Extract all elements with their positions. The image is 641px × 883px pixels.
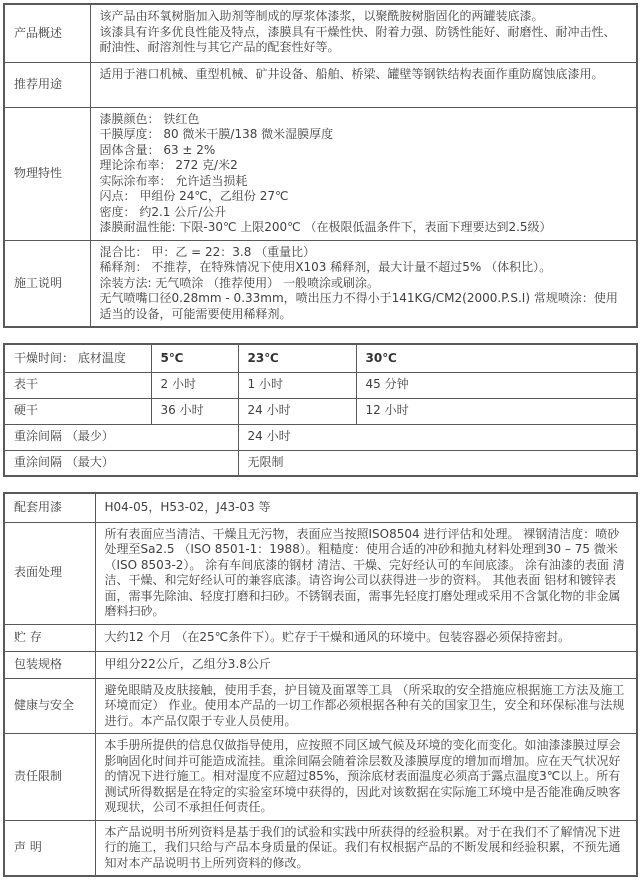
drying-header-row (4, 344, 637, 372)
paragraph: 涂装方法: 无气喷涂 （推荐使用） 一般喷涂或刷涂。 (99, 275, 379, 290)
drying-row-recoat-max (4, 450, 637, 476)
row-label: 声 明 (4, 820, 95, 876)
temp-header-23c: 23℃ (238, 344, 356, 372)
paragraph: 干膜厚度： 80 微米干膜/138 微米湿膜厚度 (99, 127, 334, 141)
info-row-packaging (4, 651, 637, 678)
info-table (3, 492, 638, 877)
paragraph: 混合比： 甲：乙 = 22：3.8 （重量比） (99, 244, 316, 259)
product-spec-table (3, 3, 638, 328)
value-cell: 无限制 (238, 450, 637, 476)
value-cell: 1 小时 (238, 372, 356, 398)
drying-row-recoat-min (4, 424, 637, 450)
row-content: H04-05，H53-02，J43-03 等 (95, 493, 637, 522)
row-content (90, 240, 637, 327)
drying-row-hard-dry (4, 398, 637, 424)
paragraph: 该产品由环氧树脂加入助剂等制成的厚浆体漆浆，以聚酰胺树脂固化的两罐装底漆。 (99, 9, 544, 23)
spec-row-physical-properties (4, 107, 637, 240)
info-row-compatible-paints (4, 493, 637, 522)
row-label: 表面处理 (4, 522, 95, 624)
paragraph: 理论涂布率： 272 克/米2 (99, 158, 238, 172)
value-cell: 36 小时 (151, 398, 238, 424)
info-row-liability-limitation (4, 734, 637, 821)
paragraph: 密度： 约2.1 公斤/公升 (99, 204, 227, 219)
row-content: 所有表面应当清洁、干燥且无污物，表面应当按照ISO8504 进行评估和处理。 裸钢清洁度：喷砂处理至Sa2.5 （ISO 8501-1：1988）。粗糙度：使用合适的冲砂和抛丸材料处理到30 – 75 微米 （ISO 8503-2）。 涂有车间底漆的钢材 清洁、干燥、完好经认可的车间底漆。 涂有油漆的表面 清洁、干燥、和完好经认可的兼容底漆。请咨询公司以获得进一步的资料。 其他表面 铝材和镀锌表面，需事先除油、轻度打磨和扫砂。不锈钢表面，需事先轻度打磨处理或采用不含氯化物的非金属磨料扫砂。 (95, 522, 637, 624)
paragraph: 稀释剂： 不推荐，在特殊情况下使用X103 稀释剂，最大计量不超过5% （体积比）。 (99, 260, 552, 274)
paragraph: 适用于港口机械、重型机械、矿井设备、船舶、桥梁、罐壁等钢铁结构表面作重防腐蚀底漆用。 (99, 66, 604, 81)
paragraph: 固体含量： 63 ± 2% (99, 142, 216, 157)
row-label: 重涂间隔 （最大） (4, 450, 238, 476)
info-row-storage (4, 624, 637, 651)
drying-header-label: 干燥时间： 底材温度 (4, 344, 151, 372)
value-cell: 24 小时 (238, 424, 637, 450)
spec-row-application-instructions (4, 240, 637, 327)
value-cell: 2 小时 (151, 372, 238, 398)
temp-header-30c: 30℃ (356, 344, 637, 372)
row-label: 重涂间隔 （最少） (4, 424, 238, 450)
row-label: 配套用漆 (4, 493, 95, 522)
paragraph: 该漆具有许多优良性能及特点，漆膜具有干燥性快、附着力强、防锈性能好、耐磨性、耐冲击性、耐油性、耐溶剂性与其它产品的配套性好等。 (99, 24, 616, 54)
row-content: 本手册所提供的信息仅做指导使用，应按照不同区域气候及环境的变化而变化。如油漆漆膜过厚会影响固化时间并可能造成流挂。重涂间隔会随着涂层数及漆膜厚度的增加而增加。应在天气状况好的情况下进行施工。相对湿度不应超过85%，预涂底材表面温度必须高于露点温度3℃以上。所有测试所得数据是在特定的实验室环境中获得的，因此对该数据在实际施工环境中是否能准确反映客观现状，公司不承担任何责任。 (95, 734, 637, 821)
row-label: 物理特性 (4, 107, 90, 240)
row-content (90, 107, 637, 240)
paragraph: 漆膜耐温性能: 下限-30℃ 上限200℃ （在极限低温条件下，表面下理要达到2.5级） (99, 220, 552, 234)
drying-row-touch-dry (4, 372, 637, 398)
row-label: 产品概述 (4, 4, 90, 62)
table-gap (3, 328, 638, 343)
paragraph: 漆膜颜色： 铁红色 (99, 111, 200, 126)
row-content: 甲组分22公斤，乙组分3.8公斤 (95, 651, 637, 678)
info-row-health-safety (4, 678, 637, 734)
row-label: 包装规格 (4, 651, 95, 678)
row-label: 施工说明 (4, 240, 90, 327)
row-content: 大约12 个月 （在25℃条件下）。贮存于干燥和通风的环境中。包装容器必须保持密封。 (95, 624, 637, 651)
spec-row-recommended-use (4, 62, 637, 107)
temp-header-5c: 5℃ (151, 344, 238, 372)
row-label: 表干 (4, 372, 151, 398)
spec-row-overview (4, 4, 637, 62)
row-label: 健康与安全 (4, 678, 95, 734)
drying-time-table (3, 343, 638, 477)
row-label: 贮 存 (4, 624, 95, 651)
paragraph: 无气喷嘴口径0.28mm - 0.33mm，喷出压力不得小于141KG/CM2(2000.P.S.I) 常规喷涂：使用适当的设备，可能需要使用稀释剂。 (99, 291, 618, 321)
row-content: 本产品说明书所列资料是基于我们的试验和实践中所获得的经验积累。对于在我们不了解情况下进行的施工，我们只给与产品本身质量的保证。我们有权根据产品的不断发展和经验积累，不预先通知对本产品说明书上所列资料的修改。 (95, 820, 637, 876)
row-label: 责任限制 (4, 734, 95, 821)
row-label: 推荐用途 (4, 62, 90, 107)
row-content: 避免眼睛及皮肤接触，使用手套，护目镜及面罩等工具 （所采取的安全措施应根据施工方法及施工环境而定） 作业。使用本产品的一切工作都必须根据各种有关的国家卫生，安全和环保标准与法规进行。本产品仅限于专业人员使用。 (95, 678, 637, 734)
value-cell: 45 分钟 (356, 372, 637, 398)
row-content (90, 62, 637, 107)
table-gap (3, 477, 638, 492)
info-row-surface-preparation (4, 522, 637, 624)
info-row-declaration (4, 820, 637, 876)
paragraph: 实际涂布率： 允许适当损耗 (99, 173, 248, 188)
value-cell: 24 小时 (238, 398, 356, 424)
value-cell: 12 小时 (356, 398, 637, 424)
paragraph: 闪点： 甲组份 24℃，乙组份 27℃ (99, 189, 289, 203)
row-label: 硬干 (4, 398, 151, 424)
row-content (90, 4, 637, 62)
